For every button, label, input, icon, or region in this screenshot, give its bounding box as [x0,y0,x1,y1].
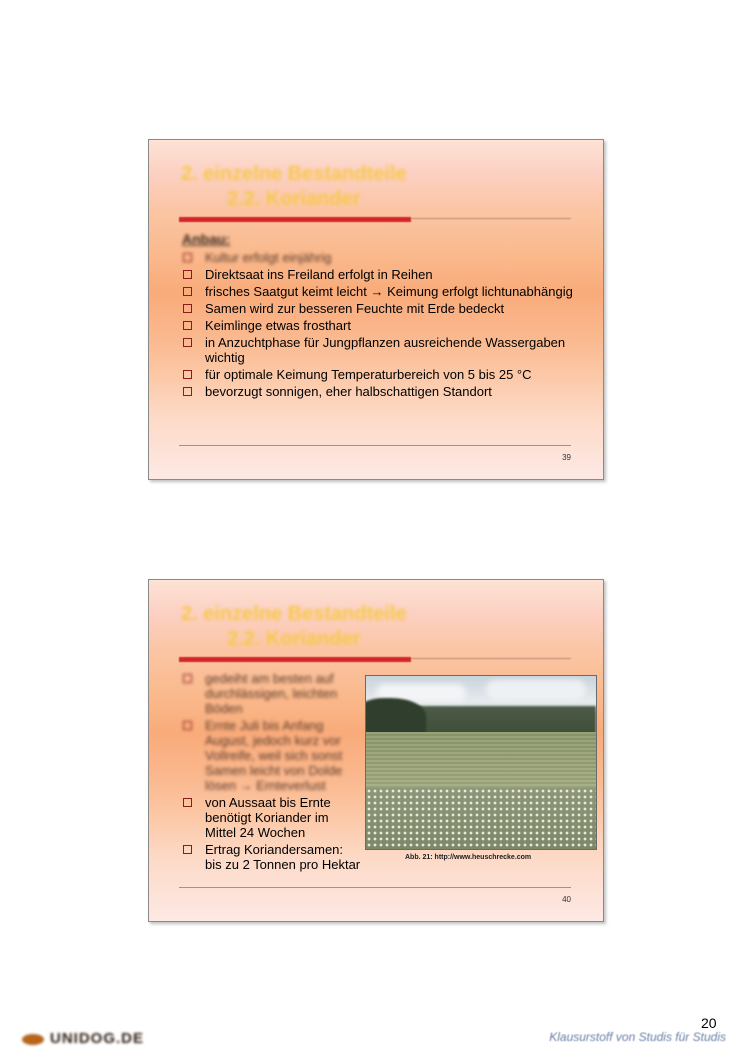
checkbox-bullet-icon [183,338,192,347]
slide-title-line1: 2. einzelne Bestandteile [181,603,407,625]
image-caption: Abb. 21: http://www.heuschrecke.com [405,854,532,861]
checkbox-bullet-icon [183,845,192,854]
checkbox-bullet-icon [183,253,192,262]
title-red-rule [179,217,411,222]
slide-40 [148,579,604,922]
slide-page-number: 39 [562,453,571,462]
checkbox-bullet-icon [183,370,192,379]
list-item: in Anzuchtphase für Jungpflanzen ausreichende Wassergaben wichtig [181,335,581,365]
list-item: für optimale Keimung Temperaturbereich von 5 bis 25 °C [181,367,581,382]
bullet-list [181,671,363,874]
slide-title [181,162,407,212]
checkbox-bullet-icon [183,721,192,730]
logo-icon [22,1034,44,1045]
slide-title-line2: 2.2. Koriander [227,628,361,650]
section-heading: Anbau: [182,231,231,247]
checkbox-bullet-icon [183,270,192,279]
list-item: gedeiht am besten auf durchlässigen, leichten Böden [181,671,363,716]
logo-text: UNIDOG.DE [50,1030,145,1047]
list-item: bevorzugt sonnigen, eher halbschattigen Standort [181,384,581,399]
title-thin-rule [411,218,571,219]
photo-cloud [486,680,586,700]
title-thin-rule [411,658,571,659]
checkbox-bullet-icon [183,287,192,296]
slide-title [181,602,407,652]
list-item: Samen wird zur besseren Feuchte mit Erde bedeckt [181,301,581,316]
photo-hill [365,698,426,734]
list-item: Ernte Juli bis Anfang August, jedoch kurz vor Vollreife, weil sich sonst Samen leicht von Dolde lösen → Ernteverlust [181,718,363,793]
slide-title-line1: 2. einzelne Bestandteile [181,163,407,185]
title-red-rule [179,657,411,662]
page-number: 20 [701,1015,717,1031]
bullet-list [181,250,581,401]
slide-39 [148,139,604,480]
list-item: Keimlinge etwas frosthart [181,318,581,333]
list-item: Ertrag Koriandersamen: bis zu 2 Tonnen pro Hektar [181,842,363,872]
list-item: von Aussaat bis Ernte benötigt Koriander im Mittel 24 Wochen [181,795,363,840]
checkbox-bullet-icon [183,321,192,330]
footer-rule [179,445,571,446]
checkbox-bullet-icon [183,387,192,396]
checkbox-bullet-icon [183,674,192,683]
footer-tagline: Klausurstoff von Studis für Studis [549,1030,726,1044]
list-item: frisches Saatgut keimt leicht → Keimung erfolgt lichtunabhängig [181,284,581,299]
footer-logo [22,1030,144,1047]
photo-flowers [366,788,596,849]
checkbox-bullet-icon [183,304,192,313]
checkbox-bullet-icon [183,798,192,807]
footer-rule [179,887,571,888]
slide-title-line2: 2.2. Koriander [227,188,361,210]
slide-page-number: 40 [562,895,571,904]
coriander-field-photo [365,675,597,850]
list-item: Direktsaat ins Freiland erfolgt in Reihen [181,267,581,282]
list-item: Kultur erfolgt einjährig [181,250,581,265]
